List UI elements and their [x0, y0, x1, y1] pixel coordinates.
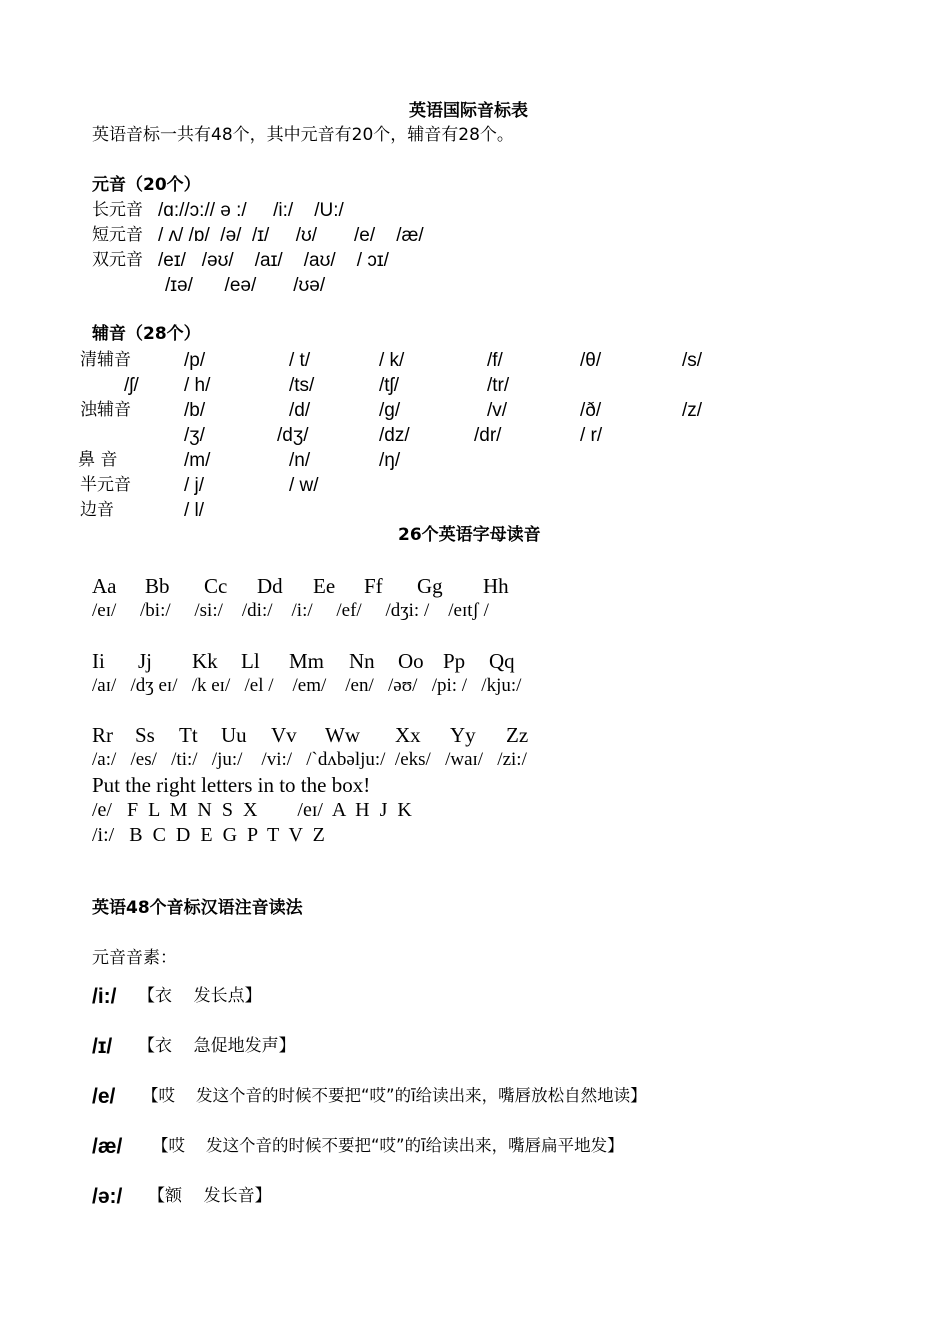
consonants-heading: 辅音（28个） [92, 324, 201, 344]
exercise-prompt: Put the right letters in to the box! [92, 773, 371, 797]
letter-pair: Ss [135, 723, 155, 747]
consonant-symbol: /ts/ [289, 375, 315, 396]
letter-pair: Mm [289, 649, 325, 673]
guide-subheading: 元音音素： [92, 948, 177, 968]
alphabet-heading: 26个英语字母读音 [398, 525, 541, 545]
letter-pair: Hh [483, 574, 509, 598]
consonant-symbol: /θ/ [580, 350, 602, 371]
letter-pair: Ii [92, 649, 105, 673]
consonant-symbol: / t/ [289, 350, 311, 371]
semivowel-label: 半元音 [80, 475, 131, 495]
guide-note: 【衣 发长点】 [138, 986, 262, 1006]
letter-pair: Ee [313, 574, 336, 598]
consonant-symbol: /v/ [487, 400, 508, 421]
consonant-symbol: / k/ [379, 350, 405, 371]
letter-pair: Ll [241, 649, 260, 673]
diphthong-symbols-1: /eɪ/ /əʊ/ /aɪ/ /aʊ/ / ɔɪ/ [158, 250, 389, 271]
letter-pair: Yy [450, 723, 476, 747]
voiced-label: 浊辅音 [80, 400, 131, 420]
consonant-symbol: /z/ [682, 400, 703, 421]
consonant-symbol: /p/ [184, 350, 206, 371]
consonant-symbol: /ʒ/ [184, 425, 205, 446]
letter-pair: Vv [271, 723, 297, 747]
letter-ipa-row: /aɪ/ /dʒ eɪ/ /k eɪ/ /el / /em/ /en/ /əʊ/ /pi: / /kju:/ [92, 675, 522, 696]
consonant-symbol: / r/ [580, 425, 603, 446]
guide-symbol: /e/ [92, 1085, 116, 1108]
long-vowel-symbols: /ɑ://ɔ:// ə :/ /i:/ /U:/ [158, 200, 344, 221]
letter-ipa-row: /eɪ/ /bi:/ /si:/ /di:/ /i:/ /ef/ /dʒi: / /eɪtʃ / [92, 600, 489, 621]
letter-pair: Qq [489, 649, 515, 673]
consonant-symbol: /ŋ/ [379, 450, 401, 471]
guide-heading: 英语48个音标汉语注音读法 [92, 898, 303, 918]
lateral-label: 边音 [80, 500, 114, 520]
guide-note: 【哎 发这个音的时候不要把“哎”的ī给读出来，嘴唇放松自然地读】 [142, 1086, 647, 1105]
consonant-symbol: /ð/ [580, 400, 602, 421]
guide-symbol: /ə:/ [92, 1185, 123, 1208]
letter-pair: Cc [204, 574, 228, 598]
letter-ipa-row: /a:/ /es/ /ti:/ /ju:/ /vi:/ /`dʌbəlju:/ /eks/ /waɪ/ /zi:/ [92, 749, 527, 770]
guide-symbol: /ɪ/ [92, 1035, 113, 1058]
consonant-symbol: /n/ [289, 450, 311, 471]
letter-pair: Zz [506, 723, 529, 747]
letter-pair: Ww [325, 723, 360, 747]
letter-pair: Jj [138, 649, 153, 673]
exercise-line: /e/ F L M N S X /eɪ/ A H J K [92, 799, 412, 821]
page-title: 英语国际音标表 [409, 101, 528, 121]
letter-pair: Ff [364, 574, 383, 598]
consonant-symbol: /g/ [379, 400, 401, 421]
short-vowel-symbols: / ʌ/ /ɒ/ /ə/ /ɪ/ /ʊ/ /e/ /æ/ [158, 225, 424, 246]
guide-symbol: /i:/ [92, 985, 117, 1008]
letter-pair: Oo [398, 649, 424, 673]
consonant-symbol: /dʒ/ [277, 425, 309, 446]
letter-pair: Nn [349, 649, 375, 673]
consonant-symbol: /d/ [289, 400, 311, 421]
consonant-symbol: /tʃ/ [379, 375, 400, 396]
consonant-symbol: / j/ [184, 475, 205, 496]
diphthong-symbols-2: /ɪə/ /eə/ /ʊə/ [165, 275, 326, 296]
guide-note: 【衣 急促地发声】 [138, 1036, 296, 1056]
letter-pair: Kk [192, 649, 218, 673]
consonant-symbol: / l/ [184, 500, 205, 521]
consonant-symbol: /dr/ [474, 425, 502, 446]
letter-pair: Gg [417, 574, 443, 598]
letter-pair: Uu [221, 723, 247, 747]
letter-pair: Rr [92, 723, 113, 747]
letter-pair: Pp [443, 649, 466, 673]
exercise-line: /i:/ B C D E G P T V Z [92, 824, 325, 846]
consonant-symbol: / w/ [289, 475, 319, 496]
letter-pair: Tt [179, 723, 198, 747]
consonant-symbol: /dz/ [379, 425, 410, 446]
diphthong-label: 双元音 [92, 250, 143, 270]
guide-symbol: /æ/ [92, 1135, 123, 1158]
letter-pair: Aa [92, 574, 117, 598]
consonant-symbol: /s/ [682, 350, 703, 371]
vowels-heading: 元音（20个） [92, 175, 201, 195]
consonant-symbol: /tr/ [487, 375, 510, 396]
letter-pair: Xx [395, 723, 421, 747]
short-vowel-label: 短元音 [92, 225, 143, 245]
guide-note: 【哎 发这个音的时候不要把“哎”的ī给读出来，嘴唇扁平地发】 [152, 1136, 624, 1155]
consonant-symbol: /b/ [184, 400, 206, 421]
consonant-symbol: /ʃ/ [124, 375, 139, 396]
consonant-symbol: / h/ [184, 375, 211, 396]
voiceless-label: 清辅音 [80, 350, 131, 370]
long-vowel-label: 长元音 [92, 200, 143, 220]
intro-text: 英语音标一共有48个，其中元音有20个，辅音有28个。 [92, 125, 514, 145]
consonant-symbol: /m/ [184, 450, 211, 471]
letter-pair: Bb [145, 574, 170, 598]
nasal-label: 鼻 音 [78, 450, 118, 470]
letter-pair: Dd [257, 574, 283, 598]
consonant-symbol: /f/ [487, 350, 503, 371]
guide-note: 【额 发长音】 [148, 1186, 272, 1206]
